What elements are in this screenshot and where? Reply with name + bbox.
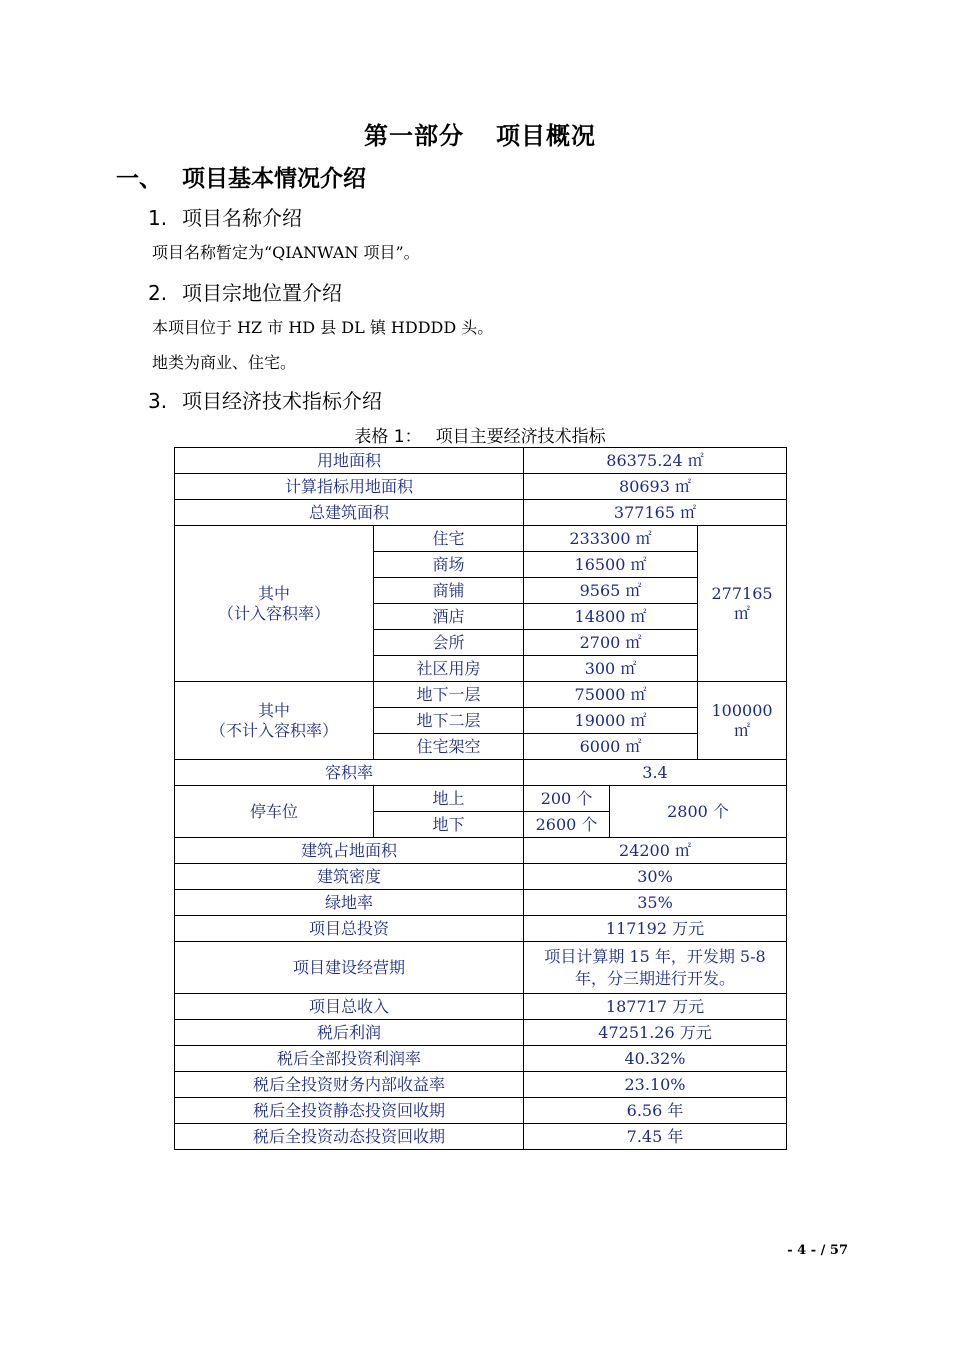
caption-label: 表格 1： (354, 427, 422, 447)
table-caption (0, 422, 960, 447)
group-label-far (175, 526, 374, 682)
row-value: 377165 ㎡ (524, 500, 787, 526)
row-value: 35% (524, 890, 787, 916)
group-total-line: 100000 (711, 700, 773, 720)
row-label: 税后全投资静态投资回收期 (175, 1098, 524, 1124)
sub-label: 地上 (374, 786, 524, 812)
group-label-line: （不计入容积率） (209, 720, 338, 740)
part-label: 第一部分 (364, 122, 464, 150)
project-name-text: 项目名称暂定为“QIANWAN 项目”。 (152, 243, 420, 262)
subsection-heading-1 (148, 202, 302, 231)
sub-value: 14800 ㎡ (524, 604, 698, 630)
sub-label: 社区用房 (374, 656, 524, 682)
sub-label: 地下 (374, 812, 524, 838)
table-row (175, 1046, 787, 1072)
row-value: 30% (524, 864, 787, 890)
sub-value: 9565 ㎡ (524, 578, 698, 604)
subsection-number: 3. (148, 389, 168, 413)
period-line: 年，分三期进行开发。 (575, 968, 736, 988)
subsection-heading-3 (148, 385, 382, 414)
part-name: 项目概况 (496, 122, 596, 150)
sub-value: 300 ㎡ (524, 656, 698, 682)
sub-value: 75000 ㎡ (524, 682, 698, 708)
table-row (175, 448, 787, 474)
row-value: 3.4 (524, 760, 787, 786)
row-value: 7.45 年 (524, 1124, 787, 1150)
row-value: 187717 万元 (524, 994, 787, 1020)
sub-value: 16500 ㎡ (524, 552, 698, 578)
row-label: 总建筑面积 (175, 500, 524, 526)
parking-label: 停车位 (175, 786, 374, 838)
sub-value: 6000 ㎡ (524, 734, 698, 760)
page-title (0, 116, 960, 151)
sub-label: 会所 (374, 630, 524, 656)
group-total-far (698, 526, 787, 682)
location-text: 本项目位于 HZ 市 HD 县 DL 镇 HDDDD 头。 (152, 318, 494, 337)
table-row (175, 786, 787, 812)
table-row (175, 526, 787, 552)
row-value: 23.10% (524, 1072, 787, 1098)
row-label: 容积率 (175, 760, 524, 786)
sub-value: 2600 个 (524, 812, 610, 838)
parking-total: 2800 个 (610, 786, 787, 838)
land-type-text: 地类为商业、住宅。 (152, 353, 297, 372)
table-row (175, 1124, 787, 1150)
period-line: 项目计算期 15 年，开发期 5-8 (544, 946, 766, 966)
table-row (175, 500, 787, 526)
table-row (175, 838, 787, 864)
sub-label: 地下一层 (374, 682, 524, 708)
subsection-number: 1. (148, 206, 168, 230)
table-row (175, 760, 787, 786)
row-label: 项目总投资 (175, 916, 524, 942)
row-value: 86375.24 ㎡ (524, 448, 787, 474)
row-label: 计算指标用地面积 (175, 474, 524, 500)
row-label: 用地面积 (175, 448, 524, 474)
caption-title: 项目主要经济技术指标 (435, 427, 606, 447)
table-row (175, 1072, 787, 1098)
row-label: 项目建设经营期 (175, 942, 524, 994)
group-total-nonfar (698, 682, 787, 760)
page-number: - 4 - / 57 (787, 1243, 848, 1258)
row-value: 24200 ㎡ (524, 838, 787, 864)
row-value: 6.56 年 (524, 1098, 787, 1124)
sub-label: 住宅 (374, 526, 524, 552)
subsection-title: 项目经济技术指标介绍 (182, 389, 382, 413)
indicators-table (174, 447, 787, 1150)
group-label-nonfar (175, 682, 374, 760)
section-title: 项目基本情况介绍 (182, 166, 366, 192)
table-row (175, 916, 787, 942)
table-row (175, 890, 787, 916)
sub-value: 19000 ㎡ (524, 708, 698, 734)
sub-value: 2700 ㎡ (524, 630, 698, 656)
table-row (175, 942, 787, 994)
group-total-line: ㎡ (734, 720, 751, 740)
row-label: 绿地率 (175, 890, 524, 916)
row-label: 建筑占地面积 (175, 838, 524, 864)
group-total-line: 277165 (711, 583, 773, 603)
table-row (175, 1020, 787, 1046)
row-label: 税后利润 (175, 1020, 524, 1046)
sub-label: 地下二层 (374, 708, 524, 734)
row-value (524, 942, 787, 994)
row-value: 40.32% (524, 1046, 787, 1072)
group-total-line: ㎡ (734, 603, 751, 623)
subsection-heading-2 (148, 277, 342, 306)
row-value: 47251.26 万元 (524, 1020, 787, 1046)
group-label-line: 其中 (257, 583, 290, 603)
sub-value: 200 个 (524, 786, 610, 812)
sub-label: 酒店 (374, 604, 524, 630)
row-label: 税后全投资动态投资回收期 (175, 1124, 524, 1150)
section-heading (116, 160, 366, 193)
table-row (175, 474, 787, 500)
sub-label: 商场 (374, 552, 524, 578)
sub-label: 住宅架空 (374, 734, 524, 760)
table-row (175, 682, 787, 708)
sub-label: 商铺 (374, 578, 524, 604)
row-value: 80693 ㎡ (524, 474, 787, 500)
row-label: 税后全部投资利润率 (175, 1046, 524, 1072)
row-label: 项目总收入 (175, 994, 524, 1020)
subsection-title: 项目宗地位置介绍 (182, 281, 342, 305)
row-label: 建筑密度 (175, 864, 524, 890)
table-row (175, 864, 787, 890)
row-label: 税后全投资财务内部收益率 (175, 1072, 524, 1098)
section-number: 一、 (116, 166, 162, 192)
sub-value: 233300 ㎡ (524, 526, 698, 552)
table-row (175, 994, 787, 1020)
row-value: 117192 万元 (524, 916, 787, 942)
subsection-number: 2. (148, 281, 168, 305)
group-label-line: 其中 (257, 700, 290, 720)
table-row (175, 1098, 787, 1124)
group-label-line: （计入容积率） (217, 603, 330, 623)
subsection-title: 项目名称介绍 (182, 206, 302, 230)
